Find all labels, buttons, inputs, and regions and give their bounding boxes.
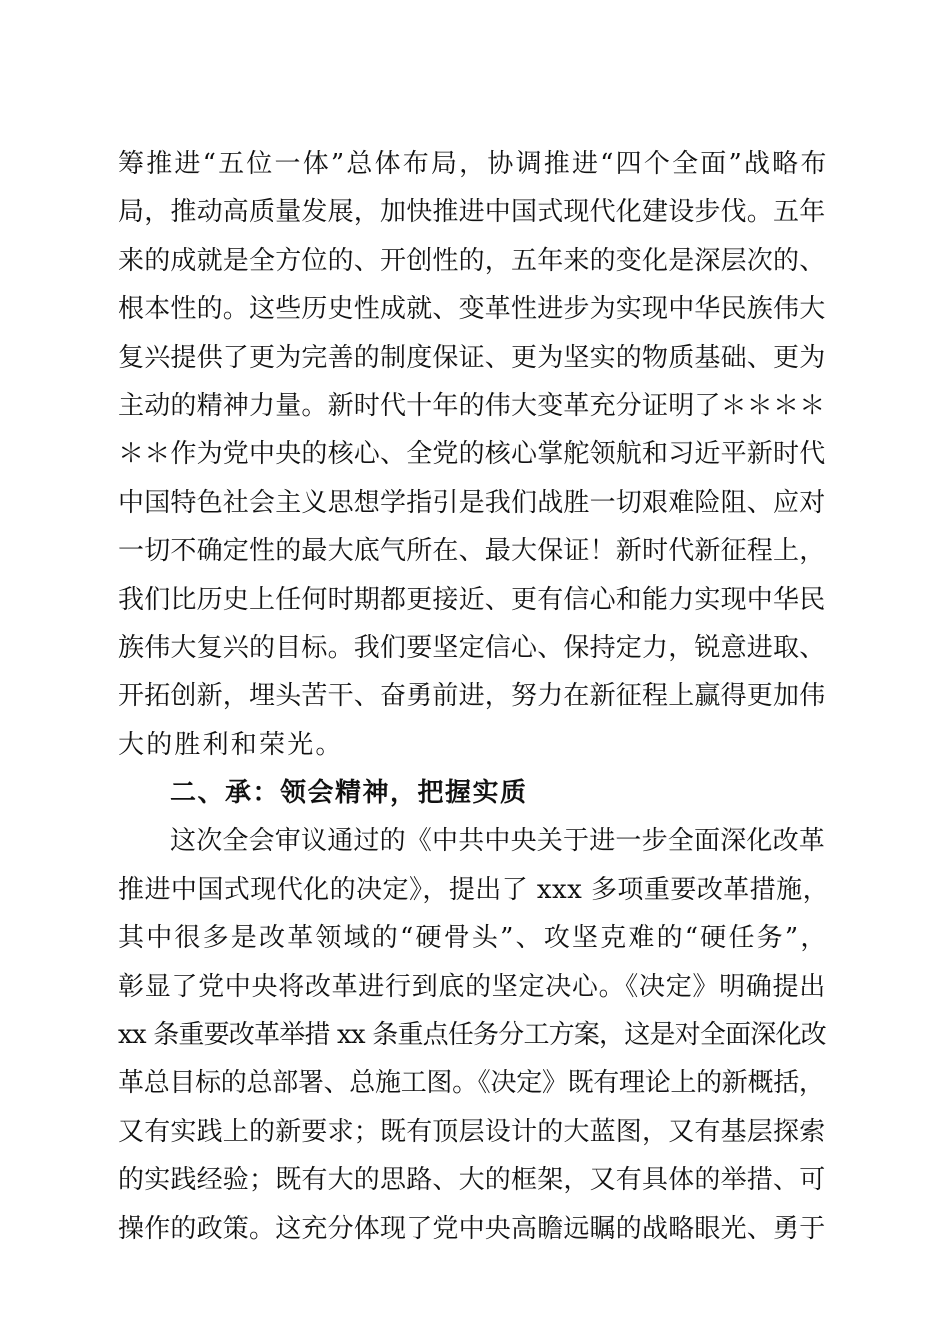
paragraph-line: 主动的精神力量。新时代十年的伟大变革充分证明了＊＊＊＊ [118,390,826,421]
paragraph-line: 其中很多是改革领域的“硬骨头”、攻坚克难的“硬任务”， [118,923,829,954]
paragraph-line: 的实践经验；既有大的思路、大的框架，又有具体的举措、可 [118,1165,826,1196]
paragraph-line: ＊＊作为党中央的核心、全党的核心掌舵领航和习近平新时代 [118,439,826,470]
paragraph-line: 根本性的。这些历史性成就、变革性进步为实现中华民族伟大 [118,294,826,325]
paragraph-line: 又有实践上的新要求；既有顶层设计的大蓝图，又有基层探索 [118,1116,826,1147]
document-body [118,140,830,1253]
paragraph-line: 我们比历史上任何时期都更接近、更有信心和能力实现中华民 [118,584,826,615]
paragraph-line: 一切不确定性的最大底气所在、最大保证！新时代新征程上， [118,536,826,567]
paragraph-line: 大的胜利和荣光。 [118,729,344,760]
paragraph-line: 彰显了党中央将改革进行到底的坚定决心。《决定》明确提出 [118,971,826,1002]
paragraph-line: 推进中国式现代化的决定》，提出了 xxx 多项重要改革措施， [118,874,830,905]
paragraph-line: 复兴提供了更为完善的制度保证、更为坚实的物质基础、更为 [118,342,826,373]
paragraph-line: 筹推进“五位一体”总体布局，协调推进“四个全面”战略布 [118,149,829,179]
section-heading: 二、承：领会精神，把握实质 [170,778,528,809]
paragraph-line: 开拓创新，埋头苦干、奋勇前进，努力在新征程上赢得更加伟 [118,681,826,712]
paragraph-1 [118,140,830,769]
paragraph-line: 来的成就是全方位的、开创性的，五年来的变化是深层次的、 [118,245,826,276]
paragraph-line: 革总目标的总部署、总施工图。《决定》既有理论上的新概括， [118,1068,825,1099]
paragraph-line: 族伟大复兴的目标。我们要坚定信心、保持定力，锐意进取、 [118,632,826,663]
paragraph-line: 这次全会审议通过的《中共中央关于进一步全面深化改革 [170,826,826,857]
paragraph-line: 局，推动高质量发展，加快推进中国式现代化建设步伐。五年 [118,197,826,228]
paragraph-line: 操作的政策。这充分体现了党中央高瞻远瞩的战略眼光、勇于 [118,1213,826,1244]
paragraph-line: xx 条重要改革举措 xx 条重点任务分工方案，这是对全面深化改 [118,1020,826,1051]
paragraph-2 [118,817,830,1253]
paragraph-line: 中国特色社会主义思想学指引是我们战胜一切艰难险阻、应对 [118,487,826,518]
